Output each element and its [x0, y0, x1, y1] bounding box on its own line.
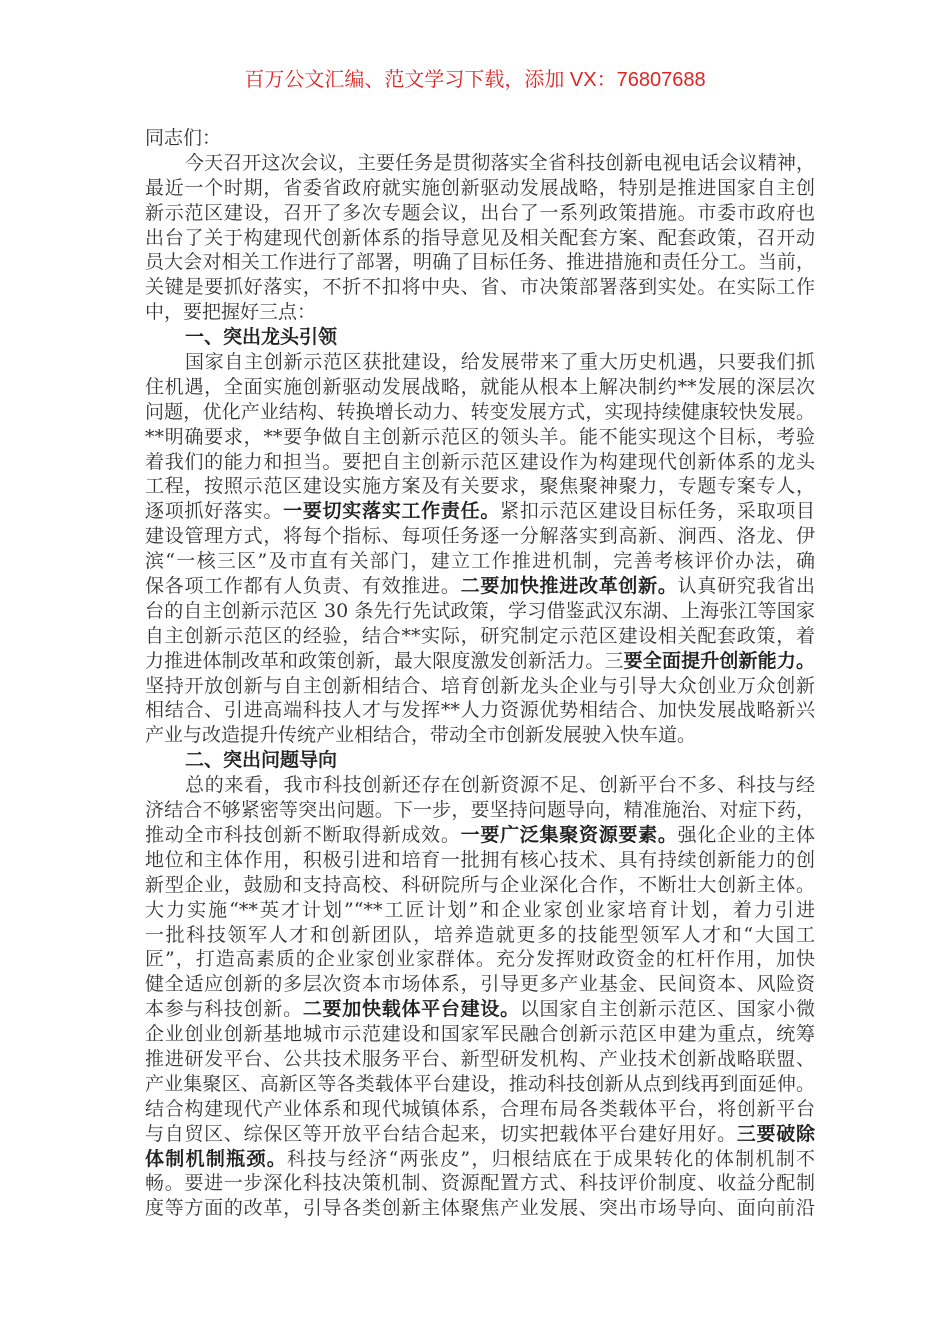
text-run: 工程，按照示范区建设实施方案及有关要求，聚焦聚神聚力，专题专案专人， — [145, 475, 815, 498]
text-run: 地位和主体作用，积极引进和培育一批拥有核心技术、具有持续创新能力的创 — [145, 848, 815, 871]
text-line — [145, 823, 815, 848]
text-run: 新型企业，鼓励和支持高校、科研院所与企业深化合作，不断壮大创新主体。 — [145, 873, 815, 896]
text-run: 问题，优化产业结构、转换增长动力、转变发展方式，实现持续健康较快发展。 — [145, 400, 815, 423]
text-line — [145, 674, 815, 699]
text-run: 自主创新示范区的经验，结合**实际，研究制定示范区建设相关配套政策，着 — [145, 624, 815, 647]
text-run: 滨“一核三区”及市直有关部门，建立工作推进机制，完善考核评价办法，确 — [145, 550, 815, 573]
text-line — [145, 1022, 815, 1047]
text-run: 新示范区建设，召开了多次专题会议，出台了一系列政策措施。市委市政府也 — [145, 201, 815, 224]
bold-key-point: 要全面提升创新能力。 — [623, 649, 815, 672]
text-line — [145, 1147, 815, 1172]
text-line — [145, 226, 815, 251]
text-run: **明确要求，**要争做自主创新示范区的领头羊。能不能实现这个目标，考验 — [145, 425, 815, 448]
text-run: 国家自主创新示范区获批建设，给发展带来了重大历史机遇，只要我们抓 — [185, 351, 815, 374]
bold-key-point: 一要切实落实工作责任。 — [283, 500, 501, 523]
text-run: 以国家自主创新示范区、国家小微 — [519, 998, 815, 1021]
text-run: 产业与改造提升传统产业相结合，带动全市创新发展驶入快车道。 — [145, 724, 697, 747]
text-line — [145, 400, 815, 425]
text-line — [145, 624, 815, 649]
text-line — [145, 898, 815, 923]
text-run: 一、突出龙头引领 — [185, 326, 338, 349]
text-run: 中，要把握好三点： — [145, 301, 317, 324]
text-run: 相结合、引进高端科技人才与发挥**人力资源优势相结合、加快发展战略新兴 — [145, 699, 815, 722]
text-line — [145, 1097, 815, 1122]
text-line — [145, 1196, 815, 1221]
text-run: 健全适应创新的多层次资本市场体系，引导更多产业基金、民间资本、风险资 — [145, 973, 815, 996]
text-run: 力推进体制改革和政策创新，最大限度激发创新活力。三 — [145, 649, 624, 672]
text-run: 度等方面的改革，引导各类创新主体聚焦产业发展、突出市场导向、面向前沿 — [145, 1197, 815, 1220]
text-run: 保各项工作都有人负责、有效推进。 — [145, 575, 461, 598]
text-line — [145, 151, 815, 176]
bold-key-point: 二要加快载体平台建设。 — [302, 998, 520, 1021]
text-run: 大力实施“**英才计划”“**工匠计划”和企业家创业家培育计划，着力引进 — [145, 898, 815, 921]
text-run: 结合构建现代产业体系和现代城镇体系，合理布局各类载体平台，将创新平台 — [145, 1097, 815, 1120]
text-line — [145, 574, 815, 599]
text-line — [145, 723, 815, 748]
text-line — [145, 201, 815, 226]
text-line — [145, 524, 815, 549]
text-run: 认真研究我省出 — [677, 575, 815, 598]
text-line — [145, 1047, 815, 1072]
text-line — [145, 599, 815, 624]
text-line — [145, 300, 815, 325]
text-line — [145, 275, 815, 300]
text-line — [145, 1122, 815, 1147]
text-run: 员大会对相关工作进行了部署，明确了目标任务、推进措施和责任分工。当前， — [145, 251, 815, 274]
text-run: 同志们： — [145, 127, 222, 149]
text-line — [145, 923, 815, 948]
document-body — [145, 126, 815, 1221]
text-run: 畅。要进一步深化科技决策机制、资源配置方式、科技评价制度、收益分配制 — [145, 1172, 815, 1195]
text-line — [145, 798, 815, 823]
text-line — [145, 425, 815, 450]
text-run: 一批科技领军人才和创新团队，培养造就更多的技能型领军人才和“大国工 — [145, 923, 815, 946]
text-run: 本参与科技创新。 — [145, 998, 303, 1021]
text-run: 台的自主创新示范区 30 条先行先试政策，学习借鉴武汉东湖、上海张江等国家 — [145, 599, 815, 622]
text-run: 科技与经济“两张皮”，归根结底在于成果转化的体制机制不 — [287, 1147, 815, 1170]
download-banner: 百万公文汇编、范文学习下载，添加 VX：76807688 — [244, 69, 706, 91]
text-run: 着我们的能力和担当。要把自主创新示范区建设作为构建现代创新体系的龙头 — [145, 450, 815, 473]
text-run: 坚持开放创新与自主创新相结合、培育创新龙头企业与引导大众创业万众创新 — [145, 674, 815, 697]
text-run: 强化企业的主体 — [677, 823, 815, 846]
text-line — [145, 773, 815, 798]
text-run: 总的来看，我市科技创新还存在创新资源不足、创新平台不多、科技与经 — [185, 774, 815, 797]
text-line — [145, 698, 815, 723]
text-run: 紧扣示范区建设目标任务，采取项目 — [500, 500, 815, 523]
text-run: 济结合不够紧密等突出问题。下一步，要坚持问题导向，精准施治、对症下药， — [145, 799, 815, 822]
text-run: 企业创业创新基地城市示范建设和国家军民融合创新示范区申建为重点，统筹 — [145, 1023, 815, 1046]
text-line — [145, 1171, 815, 1196]
bold-key-point: 一要广泛集聚资源要素。 — [460, 823, 678, 846]
text-line — [145, 474, 815, 499]
text-run: 产业集聚区、高新区等各类载体平台建设，推动科技创新从点到线再到面延伸。 — [145, 1072, 815, 1095]
text-line — [145, 649, 815, 674]
section-heading — [145, 748, 815, 773]
bold-key-point: 二要加快推进改革创新。 — [460, 575, 678, 598]
text-line — [145, 250, 815, 275]
text-line — [145, 549, 815, 574]
text-line — [145, 848, 815, 873]
text-run: 最近一个时期，省委省政府就实施创新驱动发展战略，特别是推进国家自主创 — [145, 176, 815, 199]
text-run: 二、突出问题导向 — [185, 749, 338, 772]
section-heading — [145, 325, 815, 350]
text-run: 建设管理方式，将每个指标、每项任务逐一分解落实到高新、涧西、洛龙、伊 — [145, 525, 815, 548]
bold-key-point: 三要破除 — [736, 1122, 815, 1145]
text-run: 出台了关于构建现代创新体系的指导意见及相关配套方案、配套政策，召开动 — [145, 226, 815, 249]
text-line — [145, 1072, 815, 1097]
text-line — [145, 997, 815, 1022]
text-run: 住机遇，全面实施创新驱动发展战略，就能从根本上解决制约**发展的深层次 — [145, 375, 815, 398]
text-line — [145, 450, 815, 475]
text-line — [145, 947, 815, 972]
text-run: 逐项抓好落实。 — [145, 500, 284, 523]
text-run: 推进研发平台、公共技术服务平台、新型研发机构、产业技术创新战略联盟、 — [145, 1047, 815, 1070]
text-line — [145, 126, 815, 151]
text-line — [145, 499, 815, 524]
text-run: 今天召开这次会议，主要任务是贯彻落实全省科技创新电视电话会议精神， — [185, 151, 815, 174]
text-line — [145, 873, 815, 898]
text-line — [145, 972, 815, 997]
text-line — [145, 375, 815, 400]
text-run: 与自贸区、综保区等开放平台结合起来，切实把载体平台建好用好。 — [145, 1122, 737, 1145]
text-run: 关键是要抓好落实，不折不扣将中央、省、市决策部署落到实处。在实际工作 — [145, 276, 815, 299]
bold-key-point: 体制机制瓶颈。 — [145, 1147, 288, 1170]
text-run: 推动全市科技创新不断取得新成效。 — [145, 823, 461, 846]
text-line — [145, 176, 815, 201]
text-line — [145, 350, 815, 375]
text-run: 匠”，打造高素质的企业家创业家群体。充分发挥财政资金的杠杆作用，加快 — [145, 948, 815, 971]
